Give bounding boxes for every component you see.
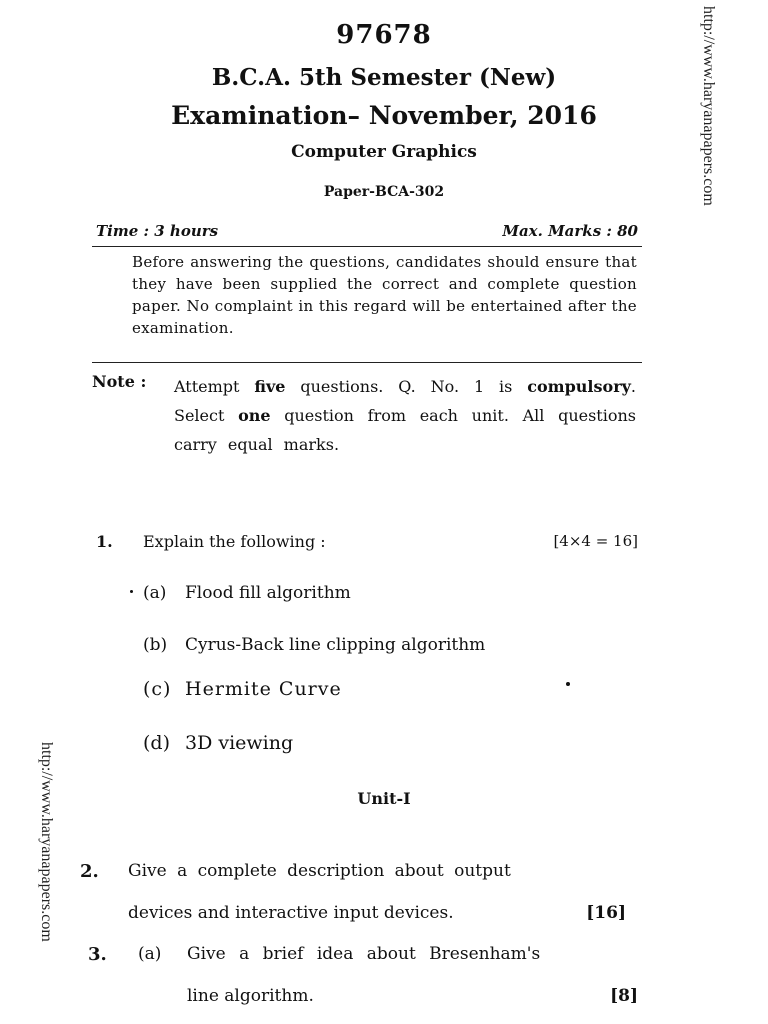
question-3-number: 3. bbox=[88, 944, 107, 965]
exam-title: Examination– November, 2016 bbox=[171, 101, 597, 130]
watermark-left: http://www.haryanapapers.com bbox=[38, 742, 55, 942]
question-1-part-c bbox=[143, 678, 342, 700]
question-1-part-d bbox=[143, 732, 293, 754]
watermark-right: http://www.haryanapapers.com bbox=[700, 6, 717, 206]
ink-speck bbox=[566, 682, 570, 686]
subject-title: Computer Graphics bbox=[291, 142, 477, 162]
part-label: (a) bbox=[143, 583, 167, 603]
question-3-line-2: line algorithm. bbox=[187, 986, 314, 1006]
note-bold-compulsory: compulsory bbox=[527, 377, 631, 396]
part-label: (d) bbox=[143, 732, 170, 754]
question-3-part-label: (a) bbox=[138, 944, 162, 964]
question-1-number: 1. bbox=[96, 532, 113, 551]
part-text: Cyrus-Back line clipping algorithm bbox=[185, 635, 486, 655]
question-1-text: Explain the following : bbox=[143, 532, 326, 551]
unit-heading: Unit-I bbox=[357, 789, 411, 808]
note-text-3: . Select bbox=[174, 377, 637, 425]
note-text-2: questions. Q. No. 1 is bbox=[285, 377, 528, 396]
divider-bottom bbox=[92, 362, 642, 363]
question-2-line-2: devices and interactive input devices. bbox=[128, 903, 454, 923]
question-1-marks: [4×4 = 16] bbox=[553, 532, 638, 550]
question-3-line-1: Give a brief idea about Bresenham's bbox=[187, 944, 541, 964]
question-3-marks: [8] bbox=[610, 986, 638, 1006]
note-bold-five: five bbox=[254, 377, 286, 396]
note-bold-one: one bbox=[238, 406, 271, 425]
part-text: Flood fill algorithm bbox=[185, 583, 351, 603]
question-2-marks: [16] bbox=[586, 903, 626, 923]
instructions: Before answering the questions, candidates should ensure that they have been supplied the correct and complete question paper. No complaint in this regard will be entertained after the examination. bbox=[132, 253, 637, 337]
note-text-4: question from each unit. All questions carry equal marks. bbox=[174, 406, 636, 454]
max-marks: Max. Marks : 80 bbox=[502, 222, 638, 240]
time-allowed: Time : 3 hours bbox=[96, 222, 219, 240]
part-text: 3D viewing bbox=[185, 732, 294, 754]
note-label: Note : bbox=[92, 372, 147, 391]
question-2-number: 2. bbox=[80, 861, 99, 882]
divider-top bbox=[92, 246, 642, 247]
part-text: Hermite Curve bbox=[185, 678, 342, 700]
part-label: (b) bbox=[143, 635, 168, 655]
paper-id: Paper-BCA-302 bbox=[323, 184, 445, 200]
question-1-part-b bbox=[143, 635, 485, 655]
question-1-part-a bbox=[143, 583, 351, 603]
note-text bbox=[174, 372, 636, 459]
note-text-1: Attempt bbox=[174, 377, 255, 396]
part-label: (c) bbox=[143, 678, 172, 700]
paper-code: 97678 bbox=[336, 20, 432, 50]
question-2-line-1: Give a complete description about output bbox=[128, 861, 511, 881]
course-title: B.C.A. 5th Semester (New) bbox=[211, 64, 557, 91]
ink-speck bbox=[130, 590, 133, 593]
